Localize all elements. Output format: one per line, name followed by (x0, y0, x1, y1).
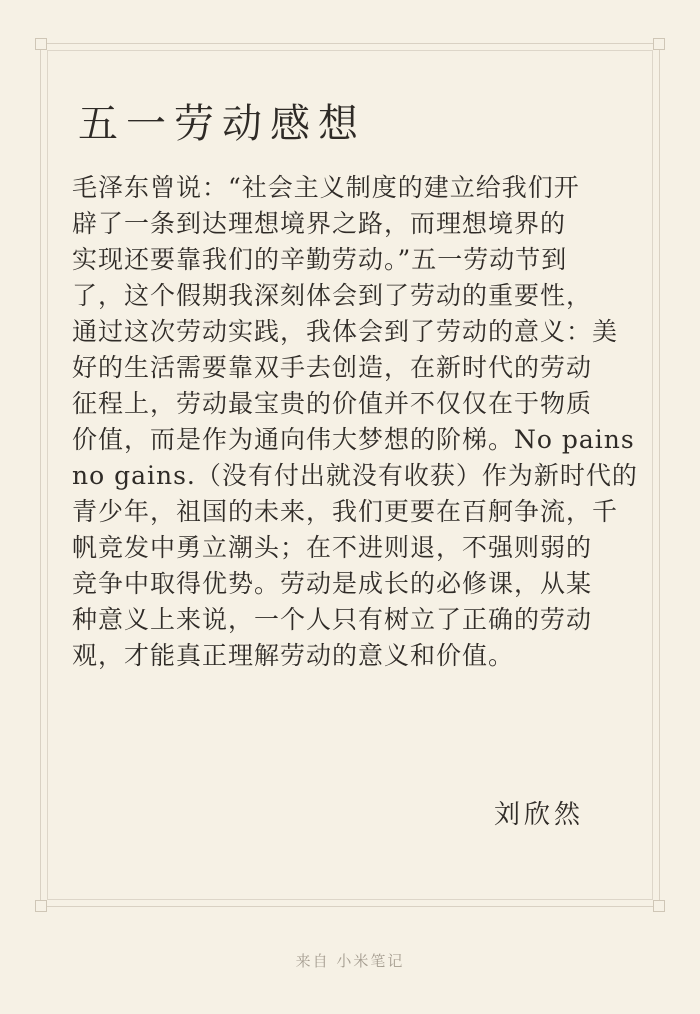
body-line: 观，才能真正理解劳动的意义和价值。 (72, 641, 515, 670)
corner-ornament-top-right (653, 38, 665, 50)
body-line: 种意义上来说，一个人只有树立了正确的劳动 (72, 605, 593, 634)
body-line: 价值，而是作为通向伟大梦想的阶梯。No pains (72, 425, 635, 454)
body-line: 青少年，祖国的未来，我们更要在百舸争流，千 (72, 497, 619, 526)
body-line: 实现还要靠我们的辛勤劳动。”五一劳动节到 (72, 245, 568, 274)
body-line: 帆竞发中勇立潮头；在不进则退，不强则弱的 (72, 533, 593, 562)
note-title: 五一劳动感想 (78, 101, 366, 147)
body-line: 通过这次劳动实践，我体会到了劳动的意义：美 (72, 317, 619, 346)
corner-ornament-top-left (35, 38, 47, 50)
body-line: 好的生活需要靠双手去创造，在新时代的劳动 (72, 353, 593, 382)
body-line: no gains.（没有付出就没有收获）作为新时代的 (72, 461, 638, 490)
author-signature: 刘欣然 (494, 800, 585, 830)
body-line: 了，这个假期我深刻体会到了劳动的重要性， (72, 281, 593, 310)
corner-ornament-bottom-right (653, 900, 665, 912)
source-label: 来自 小米笔记 (295, 952, 405, 970)
body-line: 辟了一条到达理想境界之路，而理想境界的 (72, 209, 567, 238)
corner-ornament-bottom-left (35, 900, 47, 912)
note-body (72, 170, 638, 674)
body-line: 毛泽东曾说：“社会主义制度的建立给我们开 (72, 173, 580, 202)
body-line: 征程上，劳动最宝贵的价值并不仅仅在于物质 (72, 389, 593, 418)
body-line: 竞争中取得优势。劳动是成长的必修课，从某 (72, 569, 593, 598)
